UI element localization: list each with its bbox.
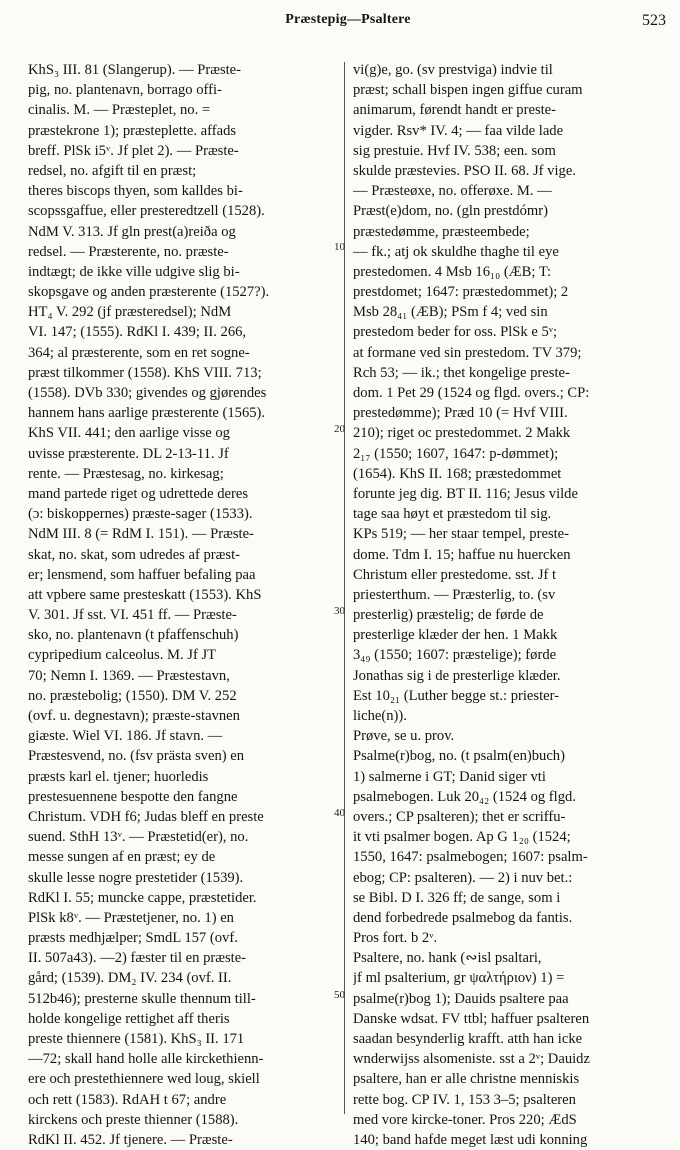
text-line: dom. 1 Pet 29 (1524 og flgd. overs.; CP: xyxy=(353,385,590,401)
text-line: ebog; CP: psalteren). — 2) i nuv bet.: xyxy=(353,869,573,886)
line-number: 50 xyxy=(334,989,345,1001)
text-line: gård; (1539). DM₂ IV. 234 (ovf. II. xyxy=(28,970,232,987)
text-line: — fk.; atj ok skuldhe thaghe til eye xyxy=(353,243,559,260)
text-line: Prøve, se u. prov. xyxy=(353,728,455,745)
text-line: it vti psalmer bogen. Ap G 1₂₀ (1524; xyxy=(353,829,571,846)
text-line: Pros fort. b 2ᵛ. xyxy=(353,930,438,947)
text-line: præst tilkommer (1558). KhS VIII. 713; xyxy=(28,364,262,381)
text-line: liche(n)). xyxy=(353,708,407,724)
text-line: 364; al præsterente, som en ret sogne- xyxy=(28,344,250,361)
text-line: KhS₃ III. 81 (Slangerup). — Præste- xyxy=(28,62,242,78)
text-line: och rett (1583). RdAH t 67; andre xyxy=(28,1091,227,1108)
text-line: Danske wdsat. FV ttbl; haffuer psalteren xyxy=(353,1010,590,1027)
text-line: præsts karl el. tjener; huorledis xyxy=(28,768,209,785)
text-line: 1550, 1647: psalmebogen; 1607: psalm- xyxy=(353,849,588,866)
text-line: — Præsteøxe, no. offerøxe. M. — xyxy=(353,183,552,200)
text-line: dend forbedrede psalmebog da fantis. xyxy=(353,909,573,926)
text-line: rente. — Præstesag, no. kirkesag; xyxy=(28,465,224,482)
text-line: presterlige klæder der hen. 1 Makk xyxy=(353,627,558,644)
text-line: med vore kircke-toner. Pros 220; ÆdS xyxy=(353,1111,577,1128)
text-line: kirckens och preste thienner (1588). xyxy=(28,1111,239,1128)
text-line: pig, no. plantenavn, borrago offi- xyxy=(28,82,222,99)
text-line: er; lensmend, som haffuer befaling paa xyxy=(28,566,256,583)
text-line: holde kongelige rettighet aff theris xyxy=(28,1010,230,1027)
text-line: prestedom beder for oss. PlSk e 5ᵛ; xyxy=(353,324,558,341)
text-line: rette bog. CP IV. 1, 153 3–5; psalteren xyxy=(353,1091,576,1108)
line-number: 10 xyxy=(334,241,345,253)
text-line: Psaltere, no. hank (∾isl psaltari, xyxy=(353,950,542,967)
text-line: wnderwijss alsomeniste. sst a 2ᵛ; Dauidz xyxy=(353,1051,590,1068)
text-line: skat, no. skat, som udredes af præst- xyxy=(28,546,240,563)
text-line: Msb 28₄₁ (ÆB); PSm f 4; ved sin xyxy=(353,304,548,321)
column-separator xyxy=(344,62,345,1114)
text-line: 210); riget oc prestedommet. 2 Makk xyxy=(353,425,571,442)
text-line: (1558). DVb 330; givendes og gjørendes xyxy=(28,385,267,401)
line-number: 20 xyxy=(334,423,345,435)
text-line: Est 10₂₁ (Luther begge st.: priester- xyxy=(353,687,560,704)
right-column xyxy=(353,60,671,1150)
text-line: suend. SthH 13ᵛ. — Præstetid(er), no. xyxy=(28,829,249,846)
text-line: animarum, førendt handt er preste- xyxy=(353,102,557,119)
text-line: sig prestuie. Hvf IV. 538; een. som xyxy=(353,142,556,159)
text-line: tage saa høyt et præstedom til sig. xyxy=(353,506,552,523)
text-line: psaltere, han er alle christne menniskis xyxy=(353,1071,580,1088)
text-line: (1654). KhS II. 168; præstedommet xyxy=(353,465,562,482)
text-line: cinalis. M. — Præsteplet, no. = xyxy=(28,102,211,119)
text-line: NdM V. 313. Jf gln prest(a)reiða og xyxy=(28,223,236,240)
text-line: Psalme(r)bog, no. (t psalm(en)buch) xyxy=(353,748,565,765)
text-line: hannem hans aarlige præsterente (1565). xyxy=(28,405,266,422)
text-line: presterlig) præstelig; de førde de xyxy=(353,607,544,624)
text-line: II. 507a43). —2) fæster til en præste- xyxy=(28,950,247,967)
text-line: præsts medhjælper; SmdL 157 (ovf. xyxy=(28,930,238,947)
text-line: 2₁₇ (1550; 1607, 1647: p-dømmet); xyxy=(353,445,559,462)
text-line: priesterthum. — Præsterlig, to. (sv xyxy=(353,586,556,603)
text-line: no. præstebolig; (1550). DM V. 252 xyxy=(28,687,237,704)
text-line: prestedømme); Præd 10 (= Hvf VIII. xyxy=(353,405,568,422)
running-title: Præstepig—Psaltere xyxy=(285,12,411,27)
text-line: prestdomet; 1647: præstedommet); 2 xyxy=(353,284,569,301)
text-line: RdKl I. 55; muncke cappe, præstetider. xyxy=(28,889,257,906)
text-line: att vpbere same presteskatt (1553). KhS xyxy=(28,586,262,603)
text-line: 70; Nemn I. 1369. — Præstestavn, xyxy=(28,667,230,684)
text-line: V. 301. Jf sst. VI. 451 ff. — Præste- xyxy=(28,607,237,624)
text-line: NdM III. 8 (= RdM I. 151). — Præste- xyxy=(28,526,254,543)
text-line: redsel. — Præsterente, no. præste- xyxy=(28,243,229,260)
text-line: HT₄ V. 292 (jf præsteredsel); NdM xyxy=(28,304,232,321)
text-line: se Bibl. D I. 326 ff; de sange, som i xyxy=(353,889,561,906)
text-line: Christum. VDH f6; Judas bleff en preste xyxy=(28,808,264,825)
text-line: skopsgave og anden præsterente (1527?). xyxy=(28,284,270,301)
text-line: Christum eller prestedome. sst. Jf t xyxy=(353,566,557,583)
text-line: KhS VII. 441; den aarlige visse og xyxy=(28,425,230,442)
left-column xyxy=(28,60,328,1150)
text-line: preste thiennere (1581). KhS₃ II. 171 xyxy=(28,1031,245,1047)
text-line: jf ml psalterium, gr ψαλτήριον) 1) = xyxy=(353,970,565,987)
text-line: 512b46); presterne skulle thennum till- xyxy=(28,990,256,1007)
text-line: PlSk k8ᵛ. — Præstetjener, no. 1) en xyxy=(28,909,234,926)
text-line: 1) salmerne i GT; Danid siger vti xyxy=(353,768,546,785)
text-line: prestesuennene bespotte den fangne xyxy=(28,788,238,805)
page-number: 523 xyxy=(642,12,666,29)
running-header xyxy=(28,12,668,34)
text-line: psalmebogen. Luk 20₄₂ (1524 og flgd. xyxy=(353,788,576,805)
text-line: uvisse præsterente. DL 2-13-11. Jf xyxy=(28,445,229,462)
text-line: Præst(e)dom, no. (gln prestdómr) xyxy=(353,203,548,220)
text-line: (ovf. u. degnestavn); præste-stavnen xyxy=(28,708,240,724)
text-line: indtægt; de ikke ville udgive slig bi- xyxy=(28,263,240,280)
text-line: skulde præstevies. PSO II. 68. Jf vige. xyxy=(353,162,576,179)
text-line: at formane ved sin prestedom. TV 379; xyxy=(353,344,582,361)
text-line: præstekrone 1); præsteplette. affads xyxy=(28,122,237,139)
text-line: cypripedium calceolus. M. Jf JT xyxy=(28,647,217,664)
line-number: 40 xyxy=(334,807,345,819)
text-line: KPs 519; — her staar tempel, preste- xyxy=(353,526,570,543)
text-line: dome. Tdm I. 15; haffue nu huercken xyxy=(353,546,571,563)
text-line: breff. PlSk i5ᵛ. Jf plet 2). — Præste- xyxy=(28,142,239,159)
text-line: messe sungen af en præst; ey de xyxy=(28,849,216,866)
text-line: Rch 53; — ik.; thet kongelige preste- xyxy=(353,364,570,381)
text-line: (ɔ: biskoppernes) præste-sager (1533). xyxy=(28,506,253,523)
text-line: præst; schall bispen ingen giffue curam xyxy=(353,82,583,99)
text-line: —72; skall hand holle alle kirckethienn- xyxy=(28,1051,264,1068)
text-line: Jonathas sig i de presterlige klæder. xyxy=(353,667,561,684)
text-line: sko, no. plantenavn (t pfaffenschuh) xyxy=(28,627,239,644)
text-line: 3₄₉ (1550; 1607: præstelige); førde xyxy=(353,647,557,664)
text-line: vigder. Rsv* IV. 4; — faa vilde lade xyxy=(353,122,564,139)
text-line: psalme(r)bog 1); Dauids psaltere paa xyxy=(353,990,569,1007)
text-line: VI. 147; (1555). RdKl I. 439; II. 266, xyxy=(28,324,247,341)
text-line: Præstesvend, no. (fsv prästa sven) en xyxy=(28,748,245,765)
text-line: prestedomen. 4 Msb 16₁₀ (ÆB; T: xyxy=(353,263,552,280)
text-line: theres biscops thyen, som kalldes bi- xyxy=(28,183,243,200)
text-line: scopssgaffue, eller presteredtzell (1528). xyxy=(28,203,265,220)
text-line: saadan besynderlig krafft. atth han icke xyxy=(353,1031,583,1047)
text-line: RdKl II. 452. Jf tjenere. — Præste- xyxy=(28,1131,233,1148)
text-line: 140; band hafde meget læst udi konning xyxy=(353,1131,588,1148)
line-number: 30 xyxy=(334,605,345,617)
text-line: overs.; CP psalteren); thet er scriffu- xyxy=(353,808,566,825)
text-line: præstedømme, præsteembede; xyxy=(353,223,530,240)
text-line: mand partede riget og udrettede deres xyxy=(28,485,249,502)
text-line: redsel, no. afgift til en præst; xyxy=(28,162,197,179)
text-line: skulle lesse nogre prestetider (1539). xyxy=(28,869,244,886)
text-line: vi(g)e, go. (sv prestviga) indvie til xyxy=(353,62,553,78)
text-line: forunte jeg dig. BT II. 116; Jesus vilde xyxy=(353,485,578,502)
text-line: giæste. Wiel VI. 186. Jf stavn. — xyxy=(28,728,223,745)
text-line: ere och prestethiennere wed loug, skiell xyxy=(28,1071,260,1088)
